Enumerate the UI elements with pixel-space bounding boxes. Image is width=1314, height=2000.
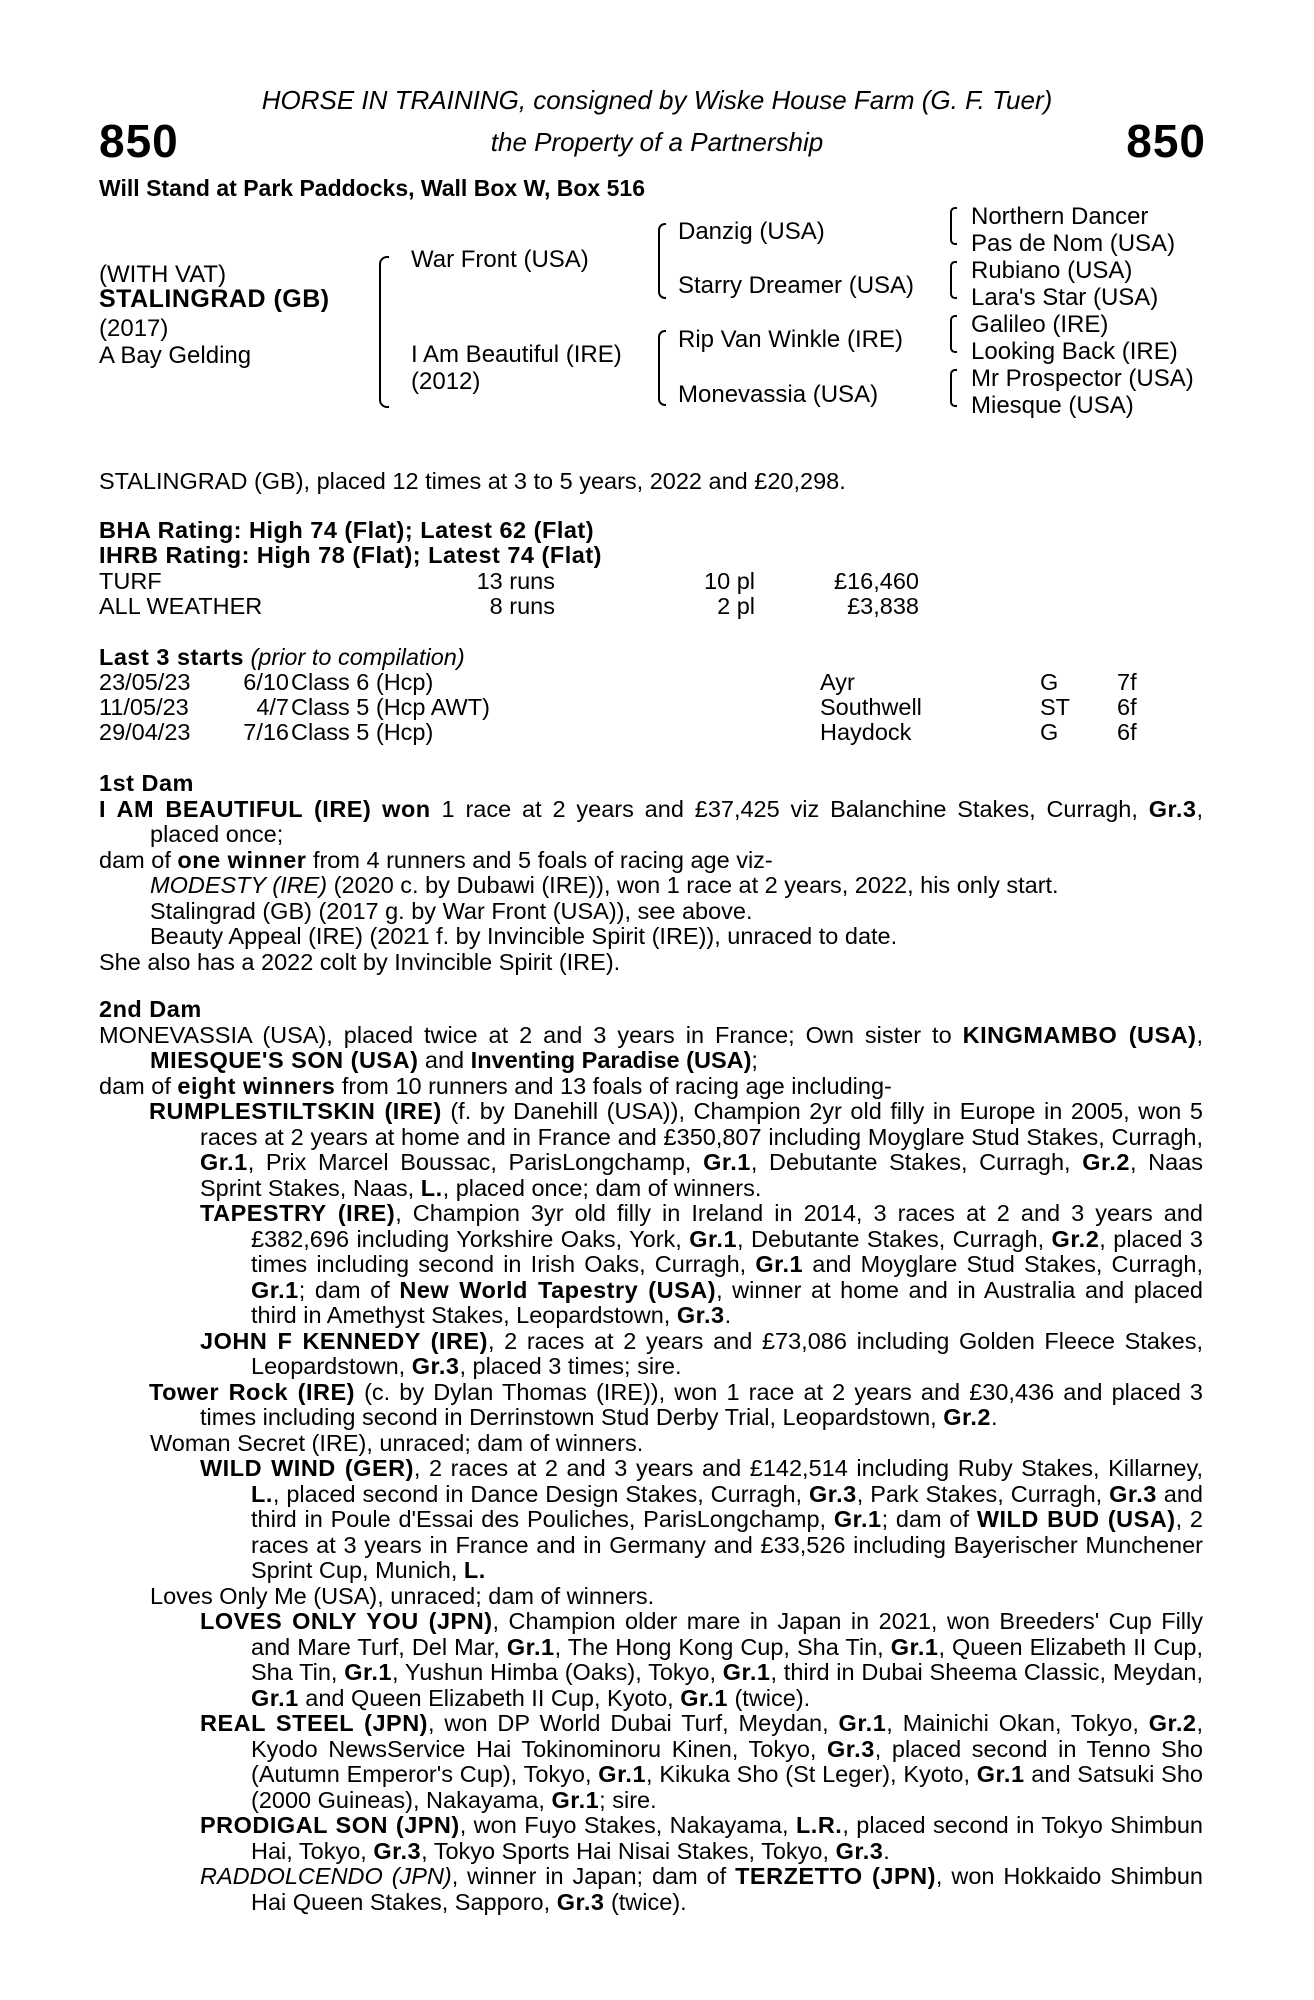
text: , [1196,1021,1203,1048]
start-class: Class 5 (Hcp AWT) [291,694,490,720]
text: , Champion older mare in Japan in 2021, won Breeders' Cup Filly and Mare Turf, Del Mar, [251,1608,1203,1660]
group-grade: Gr.2 [943,1404,991,1430]
produce-name: Tower Rock (IRE) [149,1378,355,1405]
text: MONEVASSIA (USA), placed twice at 2 and 3 years in France; Own sister to [99,1021,963,1048]
start-going: G [1040,719,1059,745]
brace-g1-top [950,207,957,229]
group-grade: Gr.1 [833,1506,882,1532]
produce-name: MODESTY (IRE) [150,872,328,898]
start-course: Ayr [820,669,855,695]
first-dam-heading: 1st Dam [99,770,194,796]
text: , Champion 3yr old filly in Ireland in 2014, 3 races at 2 and 3 years and £382,696 including Yorkshire Oaks, York, [251,1200,1203,1252]
produce-name: RADDOLCENDO (JPN) [200,1863,452,1889]
text: , won Hokkaido Shimbun Hai Queen Stakes, Sapporo, [251,1863,1203,1915]
brace-g4-top [950,369,957,391]
text: , Debutante Stakes, Curragh, [737,1225,1052,1252]
produce-entry-jfk [99,1329,1203,1380]
text: , 2 races at 2 years and £73,086 including Golden Fleece Stakes, Leopardstown, [251,1327,1203,1379]
brace-sire-dam-top [379,256,389,342]
text: , won DP World Dubai Turf, Meydan, [428,1710,839,1736]
text: , won Fuyo Stakes, Nakayama, [459,1812,796,1838]
produce-entry-real-steel [99,1711,1203,1813]
group-grade: Gr.3 [676,1302,725,1328]
text: and third in Poule d'Essai des Pouliches, ParisLongchamp, [251,1480,1203,1532]
dam: I Am Beautiful (IRE) [411,341,622,368]
sire: War Front (USA) [411,246,589,273]
group-grade: Gr.3 [373,1837,422,1864]
produce-name: New World Tapestry (USA) [399,1276,717,1303]
start-date: 23/05/23 [99,669,191,695]
start-class: Class 6 (Hcp) [291,669,434,695]
start-date: 11/05/23 [99,694,189,720]
record-placed: 2 pl [717,593,755,619]
dam-record-text: , placed once; [150,795,1204,847]
brace-sire-top [658,223,666,265]
produce-name: WILD BUD (USA) [976,1506,1176,1532]
text: and Moyglare Stud Stakes, Curragh, [803,1251,1203,1277]
produce-name: JOHN F KENNEDY (IRE) [200,1327,488,1354]
text: , Yushun Himba (Oaks), Tokyo, [391,1659,723,1685]
gen3-2: Pas de Nom (USA) [971,230,1176,257]
record-surface: TURF [99,568,162,594]
vat-label: (WITH VAT) [99,261,227,288]
text: , Tokyo Sports Hai Nisai Stakes, Tokyo, [421,1837,836,1864]
sire-dam: Starry Dreamer (USA) [678,272,915,299]
produce-entry-loves-only-you [99,1609,1203,1711]
listed-grade: L. [463,1557,486,1583]
produce-name: LOVES ONLY YOU (JPN) [200,1608,493,1634]
start-course: Southwell [820,694,922,720]
record-runs: 13 runs [476,568,555,594]
text: , placed 3 times; sire. [459,1353,682,1379]
dam-sire: Rip Van Winkle (IRE) [678,326,903,353]
text: , Kikuka Sho (St Leger), Kyoto, [646,1761,977,1787]
start-distance: 6f [1117,694,1137,720]
horse-name: STALINGRAD (GB) [99,285,330,313]
text: , placed second in Tenno Sho (Autumn Emperor's Cup), Tokyo, [251,1735,1203,1787]
record-runs: 8 runs [489,593,555,619]
winners-count: eight winners [177,1072,336,1099]
group-grade: Gr.1 [755,1251,804,1277]
sibling-name: MIESQUE'S SON (USA) [150,1047,419,1073]
produce-name: WILD WIND (GER) [200,1455,414,1481]
dam-year: (2012) [411,368,481,395]
listed-grade: L. [420,1174,443,1201]
brace-sire-bottom [658,263,666,299]
lot-number-right: 850 [1126,115,1206,167]
text: dam of [99,1072,178,1099]
text: and Queen Elizabeth II Cup, Kyoto, [298,1684,681,1711]
text: , placed second in Dance Design Stakes, Curragh, [272,1480,810,1507]
sibling-name: KINGMAMBO (USA) [962,1021,1197,1048]
listed-grade: L. [251,1480,273,1507]
text: , Queen Elizabeth II Cup, Sha Tin, [251,1633,1203,1685]
gen3-7: Mr Prospector (USA) [971,365,1194,392]
text: (twice). [727,1684,811,1711]
sire-sire: Danzig (USA) [678,218,825,245]
venue-line: Will Stand at Park Paddocks, Wall Box W, Box 516 [99,175,645,201]
text: . [990,1404,998,1430]
produce-note: She also has a 2022 colt by Invincible Spirit (IRE). [99,948,621,975]
second-dam-record [99,1023,1203,1074]
group-grade: Gr.1 [976,1761,1025,1787]
gen3-3: Rubiano (USA) [971,257,1133,284]
brace-g3-bottom [950,335,957,353]
brace-g4-bottom [950,389,957,407]
produce-entry-wild-wind [99,1456,1203,1584]
sibling-name: Inventing Paradise (USA) [470,1047,752,1073]
group-grade: Gr.1 [890,1633,939,1660]
start-date: 29/04/23 [99,719,191,745]
start-course: Haydock [820,719,912,745]
group-grade: Gr.1 [689,1225,738,1252]
start-position: 7/16 [243,719,289,745]
produce-name: PRODIGAL SON (JPN) [200,1812,460,1838]
text: , placed once; dam of winners. [442,1174,762,1201]
bha-rating: BHA Rating: High 74 (Flat); Latest 62 (Flat) [99,517,595,543]
second-dam-section [99,997,1203,1915]
listed-grade: L.R. [795,1812,843,1838]
gen3-1: Northern Dancer [971,203,1149,230]
first-dam-section [99,771,1203,975]
brace-g1-bottom [950,227,957,245]
gen3-4: Lara's Star (USA) [971,284,1159,311]
text: , Prix Marcel Boussac, ParisLongchamp, [247,1149,704,1175]
group-grade: Gr.2 [1148,1710,1197,1736]
record-surface: ALL WEATHER [99,593,263,619]
race-summary: STALINGRAD (GB), placed 12 times at 3 to 5 years, 2022 and £20,298. [99,468,846,494]
text: , placed second in Tokyo Shimbun Hai, Tokyo, [251,1812,1203,1864]
text: , The Hong Kong Cup, Sha Tin, [554,1633,891,1660]
text: and Satsuki Sho (2000 Guineas), Nakayama, [251,1761,1203,1813]
text: (2020 c. by Dubawi (IRE)), won 1 race at 2 years, 2022, his only start. [327,872,1059,898]
gen3-8: Miesque (USA) [971,392,1134,419]
text: (c. by Dylan Thomas (IRE)), won 1 race at 2 years and £30,436 and placed 3 times including second in Derrinstown Stud Derby Trial, Leopardstown, [200,1378,1204,1430]
text: , Debutante Stakes, Curragh, [750,1149,1083,1175]
text: , Naas Sprint Stakes, Naas, [200,1149,1203,1201]
text: , Mainichi Okan, Tokyo, [886,1710,1149,1736]
produce-entry: Beauty Appeal (IRE) (2021 f. by Invincible Spirit (IRE)), unraced to date. [150,923,898,949]
text: (f. by Danehill (USA)), Champion 2yr old filly in Europe in 2005, won 5 races at 2 years at home and in France and £350,807 including Moyglare Stud Stakes, Curragh, [200,1098,1203,1150]
first-dam-produce [99,848,1203,874]
record-prize: £16,460 [834,568,919,594]
group-grade: Gr.1 [551,1786,600,1813]
start-distance: 6f [1117,719,1137,745]
record-placed: 10 pl [704,568,755,594]
dam-record-text: 1 race at 2 years and £37,425 viz Balanchine Stakes, Curragh, [430,795,1149,822]
brace-g3-top [950,315,957,337]
start-class: Class 5 (Hcp) [291,719,434,745]
consignor-line: HORSE IN TRAINING, consigned by Wiske House Farm (G. F. Tuer) [261,85,1053,115]
group-grade: Gr.1 [598,1761,647,1787]
ihrb-rating: IHRB Rating: High 78 (Flat); Latest 74 (Flat) [99,542,602,568]
text: , placed 3 times including second in Irish Oaks, Curragh, [251,1225,1203,1277]
produce-entry-tapestry [99,1201,1203,1329]
start-position: 4/7 [256,694,289,720]
start-distance: 7f [1117,669,1137,695]
group-grade: Gr.3 [556,1888,605,1915]
lot-number-left: 850 [99,115,179,167]
produce-entry-woman-secret: Woman Secret (IRE), unraced; dam of winners. [150,1429,644,1456]
start-going: ST [1040,694,1071,720]
group-grade: Gr.3 [835,1837,884,1864]
text: , 2 races at 2 and 3 years and £142,514 including Ruby Stakes, Killarney, [413,1455,1203,1481]
produce-name: TAPESTRY (IRE) [200,1200,396,1226]
produce-entry: Stalingrad (GB) (2017 g. by War Front (USA)), see above. [150,897,753,924]
text: ; dam of [298,1276,400,1303]
text: . [883,1837,890,1864]
group-grade: Gr.1 [251,1684,299,1711]
winners-count: one winner [177,846,307,873]
produce-name: REAL STEEL (JPN) [200,1710,428,1736]
second-dam-heading: 2nd Dam [99,996,202,1022]
group-grade: Gr.3 [1109,1480,1157,1507]
text: , third in Dubai Sheema Classic, Meydan, [770,1659,1203,1685]
text: , winner in Japan; dam of [451,1863,736,1889]
won-label: won [382,795,431,822]
property-line: the Property of a Partnership [490,127,824,157]
group-grade: Gr.2 [1082,1149,1130,1175]
text: and [418,1047,471,1073]
horse-description: A Bay Gelding [99,342,252,369]
first-dam-record [99,797,1203,848]
group-grade: Gr.1 [506,1633,555,1660]
gen3-6: Looking Back (IRE) [971,338,1178,365]
produce-entry-prodigal-son [99,1813,1203,1864]
gen3-5: Galileo (IRE) [971,311,1109,338]
horse-year: (2017) [99,315,169,342]
group-grade: Gr.1 [722,1659,771,1685]
last-starts-note: (prior to compilation) [250,644,465,670]
group-grade: Gr.1 [680,1684,728,1711]
text: , 2 races at 3 years in France and in Germany and £33,526 including Bayerischer Munchener Sprint Cup, Munich, [251,1506,1203,1583]
group-grade: Gr.3 [411,1353,460,1379]
last-starts-title: Last 3 starts [99,644,244,670]
group-grade: Gr.2 [1051,1225,1100,1252]
text: , Park Stakes, Curragh, [856,1480,1110,1507]
dam-name: I AM BEAUTIFUL (IRE) [99,795,372,822]
produce-entry-raddolcendo [99,1864,1203,1915]
text: from 4 runners and 5 foals of racing age viz- [306,846,773,873]
brace-g2-bottom [950,281,957,299]
group-grade: Gr.1 [344,1659,392,1685]
group-grade: Gr.1 [703,1149,751,1175]
group-grade: Gr.3 [809,1480,857,1507]
text: , winner at home and in Australia and placed third in Amethyst Stakes, Leopardstown, [251,1276,1203,1328]
produce-entry-rumplestiltskin [99,1099,1203,1201]
text: from 10 runners and 13 foals of racing age including- [335,1072,892,1099]
second-dam-produce [99,1074,1203,1100]
text: ; sire. [599,1786,657,1813]
text: dam of [99,846,178,873]
text: . [724,1302,732,1328]
text: , Kyodo NewsService Hai Tokinominoru Kinen, Tokyo, [251,1710,1203,1762]
text: ; [751,1047,758,1073]
start-position: 6/10 [243,669,289,695]
produce-entry-tower-rock [99,1380,1203,1431]
text: (twice). [604,1888,687,1915]
brace-dam-bottom [658,370,666,406]
brace-g2-top [950,261,957,283]
produce-name: TERZETTO (JPN) [735,1863,936,1889]
brace-sire-dam-bottom [379,340,389,408]
group-grade: Gr.3 [827,1735,875,1762]
produce-entry [99,873,1203,899]
group-grade: Gr.1 [200,1149,248,1175]
produce-entry-loves-only-me: Loves Only Me (USA), unraced; dam of winners. [150,1582,655,1609]
last-starts-heading [99,645,465,671]
brace-dam-top [658,330,666,372]
group-grade: Gr.3 [1148,795,1197,822]
group-grade: Gr.1 [838,1710,887,1736]
text: ; dam of [881,1506,977,1532]
group-grade: Gr.1 [251,1276,299,1303]
produce-name: RUMPLESTILTSKIN (IRE) [149,1098,442,1124]
start-going: G [1040,669,1059,695]
dam-dam: Monevassia (USA) [678,381,879,408]
record-prize: £3,838 [847,593,919,619]
